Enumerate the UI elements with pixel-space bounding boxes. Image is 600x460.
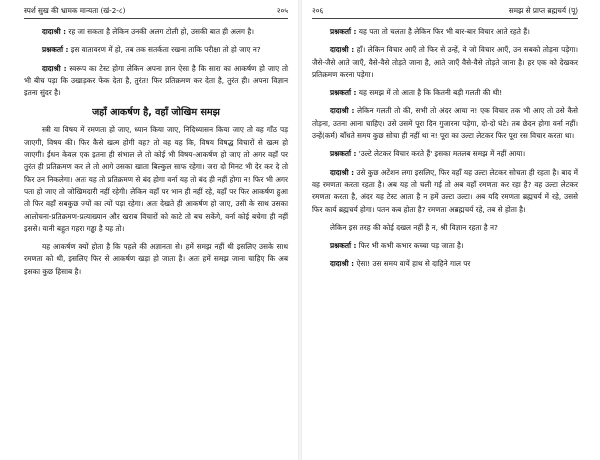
speaker-label: दादाश्री : xyxy=(330,106,355,116)
paragraph-text: इस वातावरण में हो, तब तक सतर्कता रखना ताकि परीक्षा तो हो जाए न? xyxy=(70,45,261,55)
paragraph-text: रह जा सकता है लेकिन उनकी अलग टोली हो, उसकी बात ही अलग है। xyxy=(68,27,254,36)
left-paragraph: यह आकर्षण क्यों होता है कि पहले की अज्ञानता से। हमें समझ नहीं थी इसलिए उसके साथ रमणता को थी, इसलिए फिर से आकर्षण खड़ा हो जाता है। अतः हमें समझ जाना चाहिए कि अब इसका कुछ हिसाब है। xyxy=(24,242,288,276)
right-paragraph xyxy=(312,258,578,270)
paragraph-text: यह समझ में तो आता है कि कितनी बड़ी गलती की थी! xyxy=(358,88,503,98)
section-heading: जहाँ आकर्षण है, वहाँ जोखिम समझ xyxy=(92,107,220,119)
left-page-header xyxy=(24,6,288,19)
right-paragraph xyxy=(312,167,578,216)
left-paragraph xyxy=(24,44,288,56)
right-paragraph: लेकिन इस तरह की कोई दखल नहीं है न, श्री विज्ञान रहता है न? xyxy=(330,222,498,232)
left-paragraph: स्त्री या विषय में रमणता हो जाए, ध्यान किया जाए, निदिध्यासन किया जाए तो वह गाँठ पड़ जाएगी, विषय की। फिर कैसे खत्म होगी वह? तो वह यह कि, विषय विषद्ध विचारों से खत्म हो जाएगी। ईंधन केवल एक इतना ही संभाल ले तो कोई भी विषय-आकर्षण हो जाए तो अगर वहाँ पर तुरंत ही प्रतिक्रमण कर ले तो आगे उसका खाता बिल्कुल साफ रहेगा। जरा दो मिनट भी देर कर दे तो फिर उन निकलेगा। अतः यह तो प्रतिक्रमण से बंद होगा वर्ना यह तो बंद ही नहीं होगा न! फिर भी अगर पता हो जाए तो जोखिमदारी नहीं रहेगी। लेकिन वहाँ पर भान ही नहीं रहे, वहाँ पर फिर आकर्षण हुआ तो फिर वहाँ सबकुछ ज्यों का त्यों पड़ा रहेगा। अतः देखते ही आकर्षण हो जाए, उसी के साथ उसका आलोचना-प्रतिक्रमण-प्रत्याख्यान और खराब विचारों को काटे तो बच सकेंगे, वर्ना कोई बचेगा ही नहीं इससे। यानी बहुत गहरा गड्ढा है यह तो। xyxy=(24,125,288,233)
right-running-title: समझ से प्राप्त ब्रह्मचर्य (पू) xyxy=(508,6,578,15)
paragraph-text: फिर भी कभी कभार कच्चा पड़ जाता है। xyxy=(358,241,464,251)
left-paragraph xyxy=(24,26,288,38)
paragraph-text: उसे कुछ अटेंशन लगा इसलिए, फिर वहाँ यह उल्टा लेटकर सोचता ही रहता है। बाद में वह रमणता करता रहता है। अब यह तो चली गई तो अब वहाँ रमणता कर रहा है? वह उल्टा लेटकर रमणता करता है, अंदर यह टेस्ट आता है न हमें उल्टा उल्टा। अब यदि रमणता ब्रह्मचर्य में रहे, उससे फिर कार्य ब्रह्मचर्य होगा। पतन कब होता है? रमणता अब्रह्मचर्य रहे, तब से होता है। xyxy=(312,167,578,214)
speaker-label: दादाश्री : xyxy=(330,167,355,177)
speaker-label: दादाश्री : xyxy=(42,63,67,73)
speaker-label: दादाश्री : xyxy=(330,259,355,269)
left-running-title: स्पर्श सुख की भ्रामक मान्यता (खं-2-८) xyxy=(24,6,126,15)
paragraph-text: 'उल्टे लेटकर विचार करते हैं' इसका मतलब समझ में नहीं आया। xyxy=(358,149,526,159)
left-page-number: २०५ xyxy=(276,6,288,15)
left-paragraph xyxy=(24,63,288,100)
right-paragraph xyxy=(312,44,578,81)
right-paragraph xyxy=(312,148,578,160)
right-page-number: २०६ xyxy=(312,6,324,15)
paragraph-text: यह पता तो चलता है लेकिन फिर भी बार-बार विचार आते रहते हैं। xyxy=(358,27,530,36)
speaker-label: दादाश्री : xyxy=(330,45,355,55)
paragraph-text: ऐसा! उस समय वायें हाथ से दाहिने गाल पर xyxy=(356,259,471,269)
speaker-label: प्रश्नकर्ता : xyxy=(330,241,357,251)
right-paragraph xyxy=(312,105,578,142)
speaker-label: प्रश्नकर्ता : xyxy=(42,45,69,55)
speaker-label: प्रश्नकर्ता : xyxy=(330,149,357,159)
speaker-label: दादाश्री : xyxy=(42,27,67,36)
speaker-label: प्रश्नकर्ता : xyxy=(330,27,357,36)
paragraph-text: स्वरूप का टेस्ट होगा लेकिन अपना ज्ञान ऐसा है कि सारा का आकर्षण हो जाए तो भी बीच पड़ा कि उखाड़कर फेंक देता है, तुरंत! फिर प्रतिक्रमण कर देता है, तुरंत ही। अपना विज्ञान इतना सुंदर है। xyxy=(24,63,288,98)
paragraph-text: हाँ। लेकिन विचार आएँ तो फिर से उन्हें, वे जो विचार आएँ, उन सबको तोड़ना पड़ेगा। जैसे-जैसे आते जाएँ, वैसे-वैसे तोड़ते जाना है, आते जाएँ वैसे-वैसे तोड़ते जाना है। हर एक को देखकर प्रतिक्रमण करना पड़ेगा। xyxy=(312,45,578,79)
right-page xyxy=(300,0,600,460)
right-page-header xyxy=(312,6,578,19)
right-paragraph xyxy=(312,26,578,38)
paragraph-text: लेकिन गलती तो की, सभी तो अंदर आया न! एक विचार तक भी आए तो उसे कैसे तोड़ना, उतना आना चाहिए। उसे उसमें पूरा दिन गुजारना पड़ेगा, दो-दो घंटे। तब छेदन होगा वर्ना नहीं। उन्हें(कर्म) बाँधते समय कुछ सोचा ही नहीं था न! पूरा का उल्टा लेटकर फिर पूरा रस विचार करता था। xyxy=(312,106,578,141)
right-paragraph xyxy=(312,87,578,99)
right-paragraph xyxy=(312,240,578,252)
speaker-label: प्रश्नकर्ता : xyxy=(330,88,357,98)
